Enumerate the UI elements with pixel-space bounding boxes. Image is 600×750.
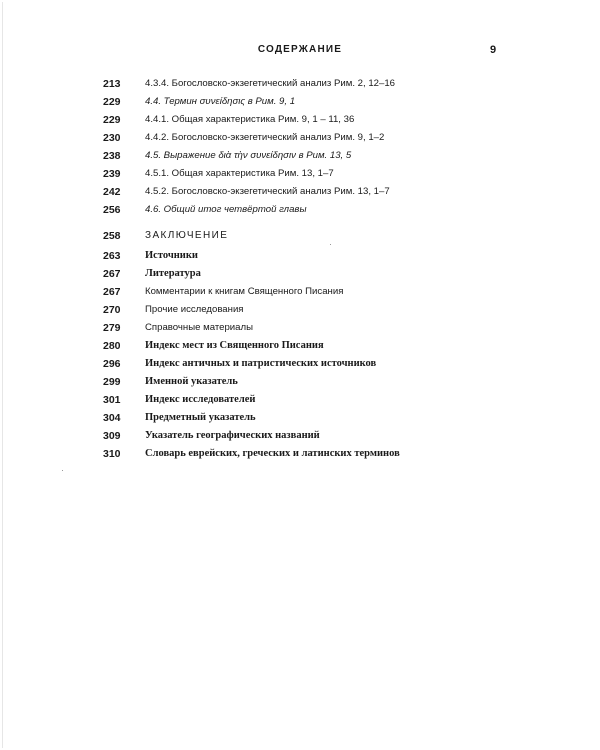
page-number: 9 [490, 44, 497, 56]
toc-page-number: 296 [103, 358, 121, 370]
toc-entry-title: Индекс исследователей [145, 394, 256, 405]
toc-entry [0, 338, 600, 354]
toc-entry-title: Источники [145, 250, 198, 261]
running-title: СОДЕРЖАНИЕ [257, 44, 343, 55]
toc-entry-title: 4.3.4. Богословско-экзегетический анализ Рим. 2, 12–16 [145, 78, 395, 89]
toc-entry-title: Справочные материалы [145, 322, 253, 333]
toc-entry-title: Прочие исследования [145, 304, 244, 315]
toc-entry-title: ЗАКЛЮЧЕНИЕ [145, 230, 229, 241]
toc-page-number: 263 [103, 250, 121, 262]
toc-page-number: 267 [103, 286, 121, 298]
running-header [0, 44, 600, 60]
toc-page-number: 270 [103, 304, 121, 316]
toc-entry [0, 320, 600, 336]
toc-entry [0, 166, 600, 182]
toc-page-number: 280 [103, 340, 121, 352]
toc-entry-title: 4.5.2. Богословско-экзегетический анализ Рим. 13, 1–7 [145, 186, 390, 197]
print-speck [330, 244, 331, 245]
toc-entry-title: Индекс античных и патристических источников [145, 358, 377, 369]
toc-entry [0, 112, 600, 128]
toc-page-number: 242 [103, 186, 121, 198]
toc-entry-title: Литература [145, 268, 201, 279]
toc-entry [0, 392, 600, 408]
toc-page-number: 229 [103, 96, 121, 108]
toc-page-number: 304 [103, 412, 121, 424]
toc-page-number: 258 [103, 230, 121, 242]
toc-page-number: 309 [103, 430, 121, 442]
toc-entry-title: 4.5.1. Общая характеристика Рим. 13, 1–7 [145, 168, 334, 179]
toc-page-number: 299 [103, 376, 121, 388]
toc-entry [0, 228, 600, 244]
toc-page-number: 279 [103, 322, 121, 334]
toc-page-number: 267 [103, 268, 121, 280]
toc-entry [0, 266, 600, 282]
toc-page-number: 239 [103, 168, 121, 180]
toc-page-number: 229 [103, 114, 121, 126]
toc-entry-title: 4.5. Выражение διὰ τὴν συνείδησιν в Рим. 13, 5 [145, 150, 352, 161]
toc-entry-title: Индекс мест из Священного Писания [145, 340, 324, 351]
toc-page-number: 256 [103, 204, 121, 216]
toc-entry-title: Комментарии к книгам Священного Писания [145, 286, 344, 297]
toc-entry [0, 428, 600, 444]
toc-entry [0, 248, 600, 264]
toc-entry-title: Словарь еврейских, греческих и латинских терминов [145, 448, 400, 459]
toc-entry [0, 130, 600, 146]
toc-entry-title: 4.6. Общий итог четвёртой главы [145, 204, 307, 215]
toc-page-number: 213 [103, 78, 121, 90]
toc-entry [0, 202, 600, 218]
toc-entry [0, 446, 600, 462]
toc-entry [0, 374, 600, 390]
toc-entry-title: 4.4.1. Общая характеристика Рим. 9, 1 – 11, 36 [145, 114, 355, 125]
toc-entry [0, 356, 600, 372]
toc-page-number: 230 [103, 132, 121, 144]
toc-entry-title: Предметный указатель [145, 412, 256, 423]
toc-page-number: 301 [103, 394, 121, 406]
toc-entry [0, 76, 600, 92]
toc-page-number: 310 [103, 448, 121, 460]
toc-entry [0, 284, 600, 300]
toc-entry [0, 410, 600, 426]
toc-entry-title: Указатель географических названий [145, 430, 320, 441]
toc-entry [0, 302, 600, 318]
toc-entry-title: 4.4. Термин συνείδησις в Рим. 9, 1 [145, 96, 296, 107]
print-speck [62, 470, 63, 471]
toc-entry [0, 94, 600, 110]
toc-page-number: 238 [103, 150, 121, 162]
toc-entry-title: 4.4.2. Богословско-экзегетический анализ Рим. 9, 1–2 [145, 132, 385, 143]
toc-entry [0, 184, 600, 200]
toc-entry-title: Именной указатель [145, 376, 238, 387]
toc-entry [0, 148, 600, 164]
